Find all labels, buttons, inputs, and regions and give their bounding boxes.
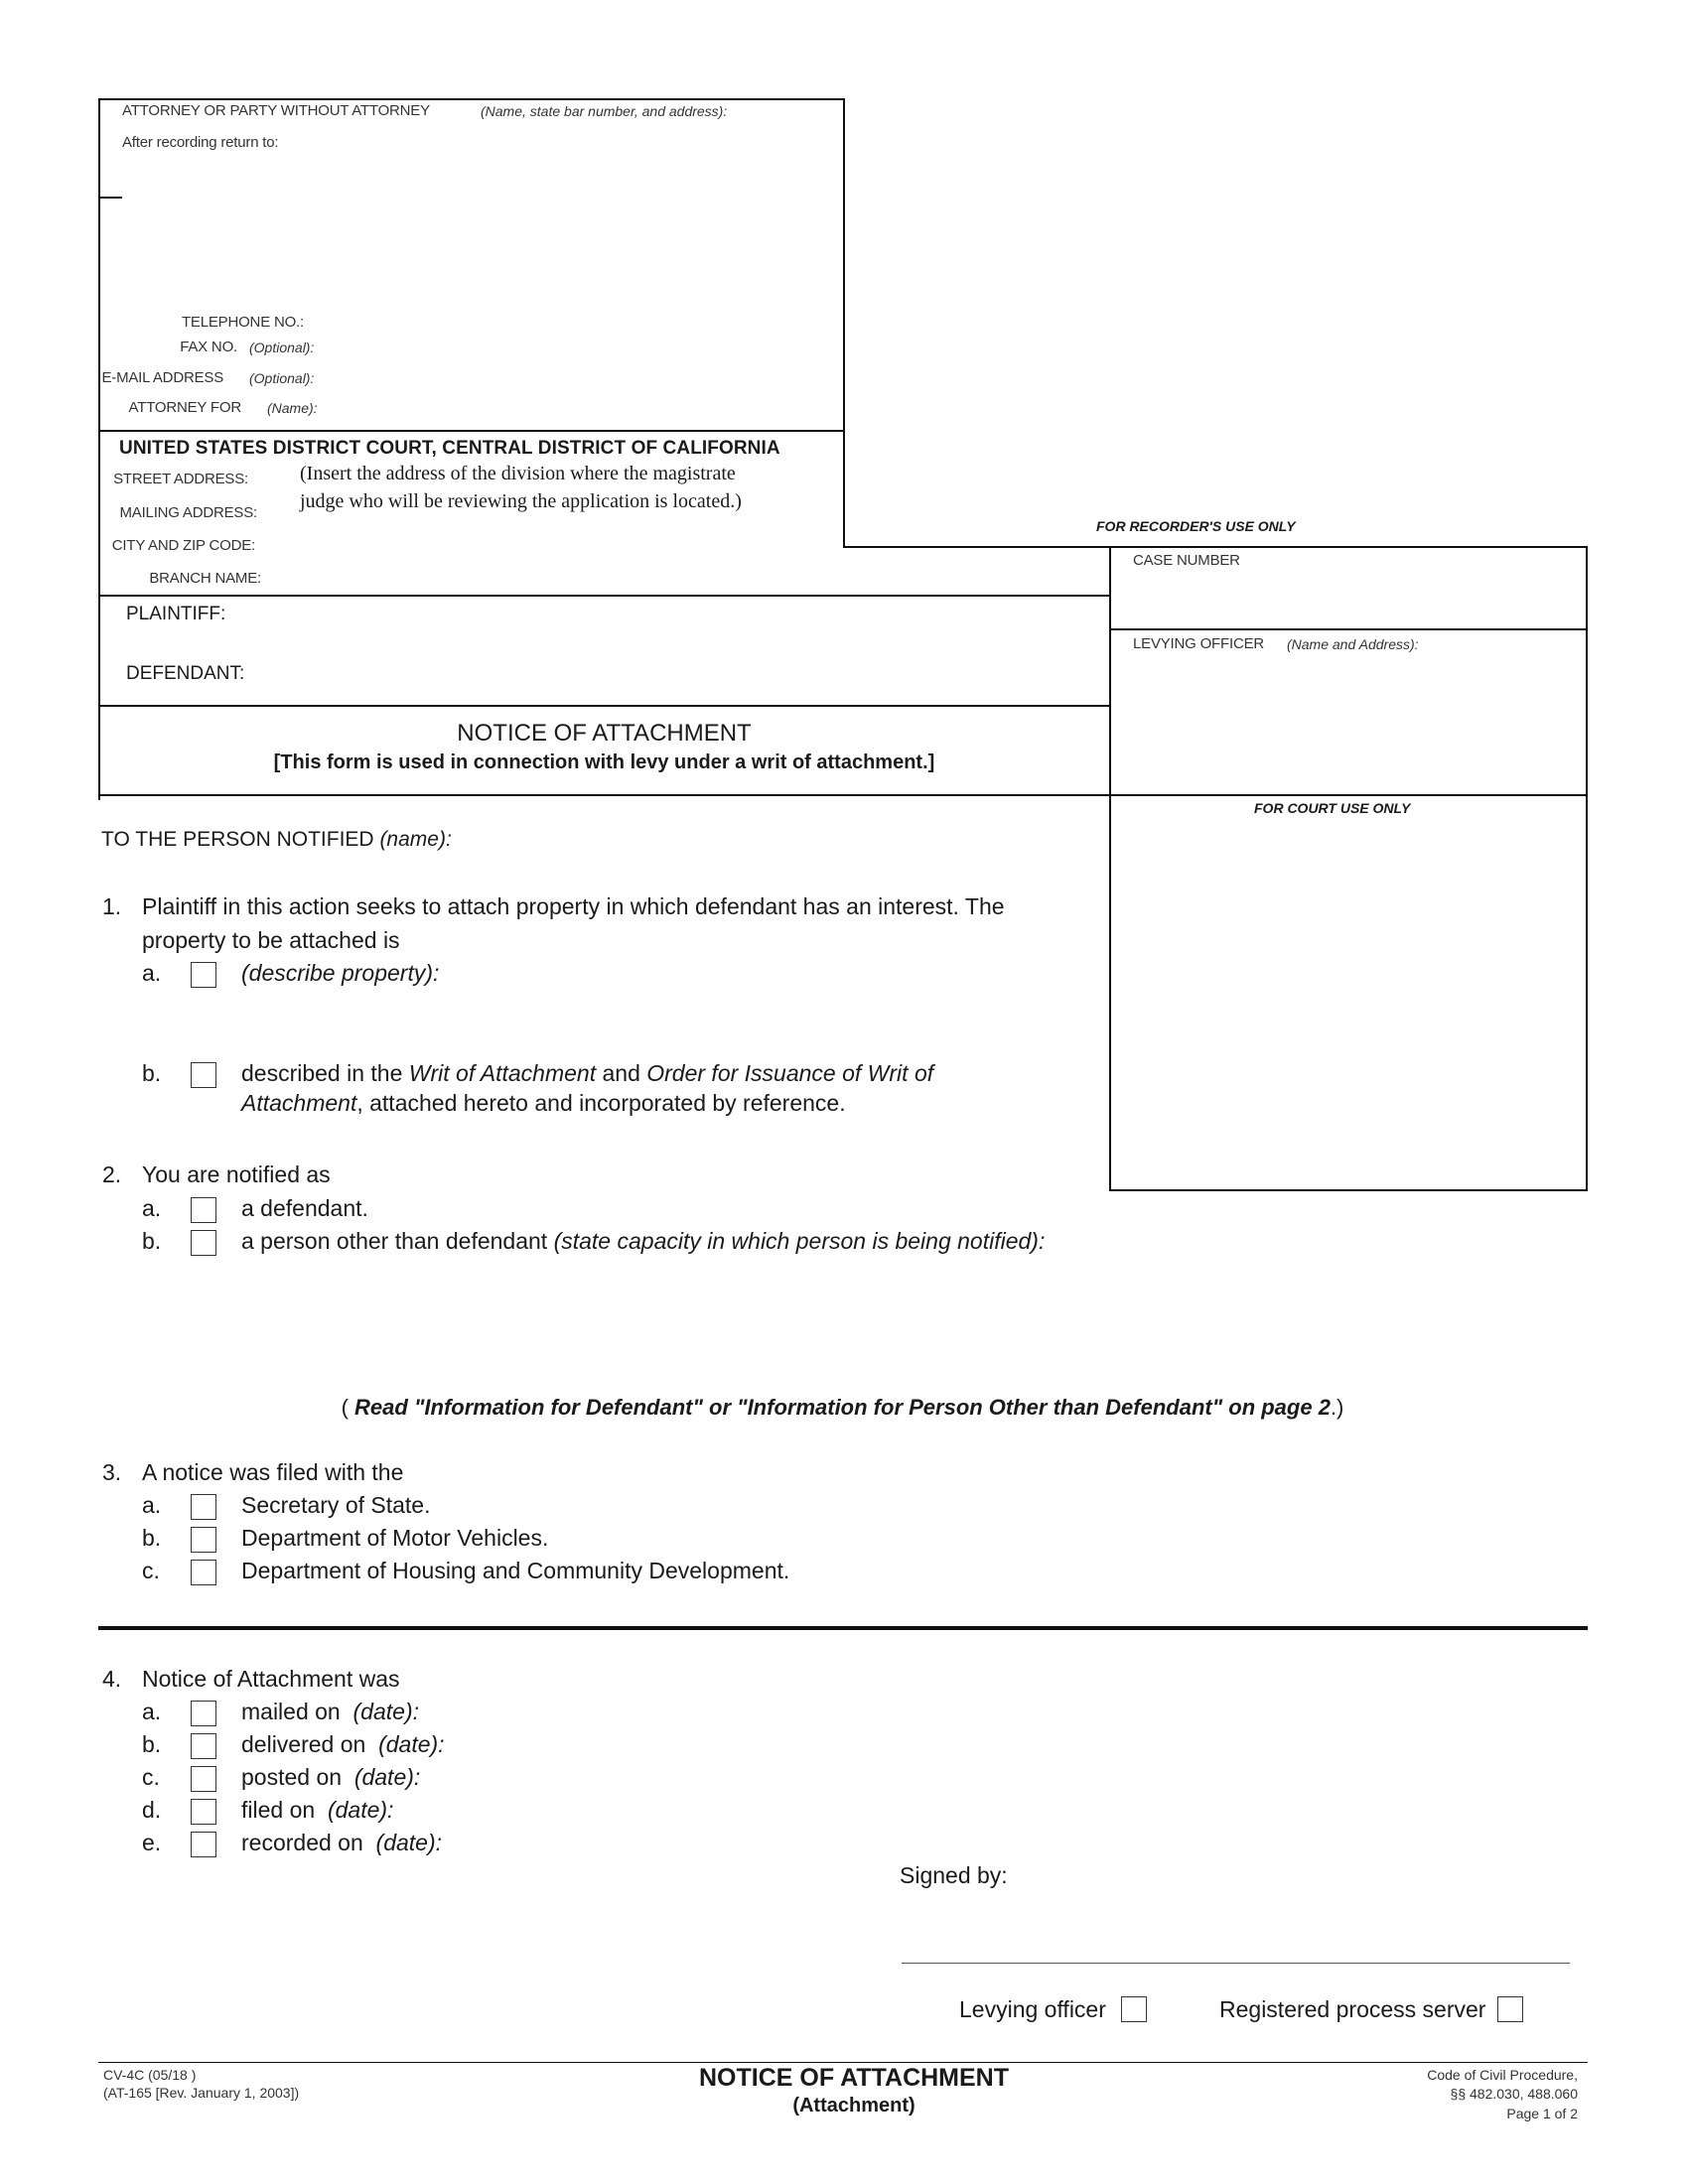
item4e-letter: e. xyxy=(142,1830,162,1855)
attorney-for-label: ATTORNEY FOR xyxy=(128,399,241,416)
footer-subtitle: (Attachment) xyxy=(792,2095,915,2116)
item1a-text: (describe property): xyxy=(241,960,440,986)
item1b-line2: Attachment, attached hereto and incorporated by reference. xyxy=(241,1090,846,1116)
item4a-checkbox[interactable] xyxy=(191,1701,216,1726)
item2b-checkbox[interactable] xyxy=(191,1230,216,1256)
item4c-text: posted on (date): xyxy=(241,1764,421,1790)
item3a-checkbox[interactable] xyxy=(191,1494,216,1520)
footer-sections: §§ 482.030, 488.060 xyxy=(1450,2086,1578,2102)
item2b-text: a person other than defendant (state capacity in which person is being notified): xyxy=(241,1228,1046,1254)
item3a-letter: a. xyxy=(142,1492,162,1518)
item1a-checkbox[interactable] xyxy=(191,962,216,988)
court-use-label: FOR COURT USE ONLY xyxy=(1254,800,1411,816)
item4a-text: mailed on (date): xyxy=(241,1699,419,1724)
item3-line: A notice was filed with the xyxy=(142,1459,404,1485)
item2a-letter: a. xyxy=(142,1195,162,1221)
footer-revision: (AT-165 [Rev. January 1, 2003]) xyxy=(103,2085,300,2101)
footer-page: Page 1 of 2 xyxy=(1506,2106,1578,2121)
form-title: NOTICE OF ATTACHMENT xyxy=(457,720,752,747)
item1b-line1: described in the Writ of Attachment and Order for Issuance of Writ of xyxy=(241,1060,934,1086)
item4-number: 4. xyxy=(102,1666,122,1692)
form-subtitle: [This form is used in connection with levy under a writ of attachment.] xyxy=(273,751,935,773)
item4d-checkbox[interactable] xyxy=(191,1799,216,1825)
levying-officer-label: LEVYING OFFICER xyxy=(1133,635,1265,652)
item3c-checkbox[interactable] xyxy=(191,1560,216,1585)
item1-line2: property to be attached is xyxy=(142,927,400,953)
process-server-option-label: Registered process server xyxy=(1219,1996,1486,2022)
item3b-checkbox[interactable] xyxy=(191,1527,216,1553)
item2b-letter: b. xyxy=(142,1228,162,1254)
court-name: UNITED STATES DISTRICT COURT, CENTRAL DISTRICT OF CALIFORNIA xyxy=(119,438,780,459)
levying-officer-checkbox[interactable] xyxy=(1121,1996,1147,2022)
levying-officer-option-label: Levying officer xyxy=(959,1996,1106,2022)
defendant-label: DEFENDANT: xyxy=(126,663,245,684)
to-person-notified: TO THE PERSON NOTIFIED (name): xyxy=(101,828,452,851)
attorney-for-note: (Name): xyxy=(267,400,318,416)
item3c-text: Department of Housing and Community Development. xyxy=(241,1558,790,1583)
item3a-text: Secretary of State. xyxy=(241,1492,431,1518)
court-instruction-line1: (Insert the address of the division where the magistrate xyxy=(300,463,736,484)
item2a-text: a defendant. xyxy=(241,1195,368,1221)
item2a-checkbox[interactable] xyxy=(191,1197,216,1223)
court-instruction-line2: judge who will be reviewing the application is located.) xyxy=(300,490,742,512)
item4c-letter: c. xyxy=(142,1764,160,1790)
fax-note: (Optional): xyxy=(249,340,315,355)
fax-label: FAX NO. xyxy=(180,339,237,355)
street-address-label: STREET ADDRESS: xyxy=(113,471,248,487)
item3c-letter: c. xyxy=(142,1558,160,1583)
branch-name-label: BRANCH NAME: xyxy=(149,570,261,587)
item1a-letter: a. xyxy=(142,960,162,986)
footer-form-id: CV-4C (05/18 ) xyxy=(103,2067,197,2083)
item3b-letter: b. xyxy=(142,1525,162,1551)
city-zip-label: CITY AND ZIP CODE: xyxy=(111,537,255,554)
email-note: (Optional): xyxy=(249,370,315,386)
item4c-checkbox[interactable] xyxy=(191,1766,216,1792)
case-number-label: CASE NUMBER xyxy=(1133,552,1240,569)
signature-line[interactable] xyxy=(902,1963,1570,1964)
item4d-letter: d. xyxy=(142,1797,162,1823)
item3-number: 3. xyxy=(102,1459,122,1485)
email-label: E-MAIL ADDRESS xyxy=(101,369,223,386)
telephone-label: TELEPHONE NO.: xyxy=(181,314,304,331)
item1b-letter: b. xyxy=(142,1060,162,1086)
item2-line: You are notified as xyxy=(142,1161,331,1187)
process-server-checkbox[interactable] xyxy=(1497,1996,1523,2022)
item4-line: Notice of Attachment was xyxy=(142,1666,400,1692)
footer-code: Code of Civil Procedure, xyxy=(1427,2067,1578,2083)
after-recording-label: After recording return to: xyxy=(122,134,279,151)
item2-number: 2. xyxy=(102,1161,122,1187)
item4e-text: recorded on (date): xyxy=(241,1830,443,1855)
attorney-heading: ATTORNEY OR PARTY WITHOUT ATTORNEY xyxy=(122,102,430,119)
item4e-checkbox[interactable] xyxy=(191,1832,216,1857)
levying-officer-note: (Name and Address): xyxy=(1287,636,1419,652)
item4b-checkbox[interactable] xyxy=(191,1733,216,1759)
section-divider xyxy=(98,1626,1588,1630)
read-information-note: ( Read "Information for Defendant" or "Information for Person Other than Defendant" on page 2.) xyxy=(341,1395,1344,1420)
footer-title: NOTICE OF ATTACHMENT xyxy=(699,2064,1009,2092)
item4b-letter: b. xyxy=(142,1731,162,1757)
recorder-use-label: FOR RECORDER'S USE ONLY xyxy=(1096,518,1296,534)
item4b-text: delivered on (date): xyxy=(241,1731,445,1757)
attorney-heading-note: (Name, state bar number, and address): xyxy=(481,103,728,119)
item3b-text: Department of Motor Vehicles. xyxy=(241,1525,549,1551)
item4a-letter: a. xyxy=(142,1699,162,1724)
item1-number: 1. xyxy=(102,893,122,919)
item1b-checkbox[interactable] xyxy=(191,1062,216,1088)
item1-line1: Plaintiff in this action seeks to attach property in which defendant has an interest. The xyxy=(142,893,1005,919)
mailing-address-label: MAILING ADDRESS: xyxy=(119,504,257,521)
signed-by-label: Signed by: xyxy=(900,1862,1008,1888)
plaintiff-label: PLAINTIFF: xyxy=(126,604,226,624)
item4d-text: filed on (date): xyxy=(241,1797,394,1823)
